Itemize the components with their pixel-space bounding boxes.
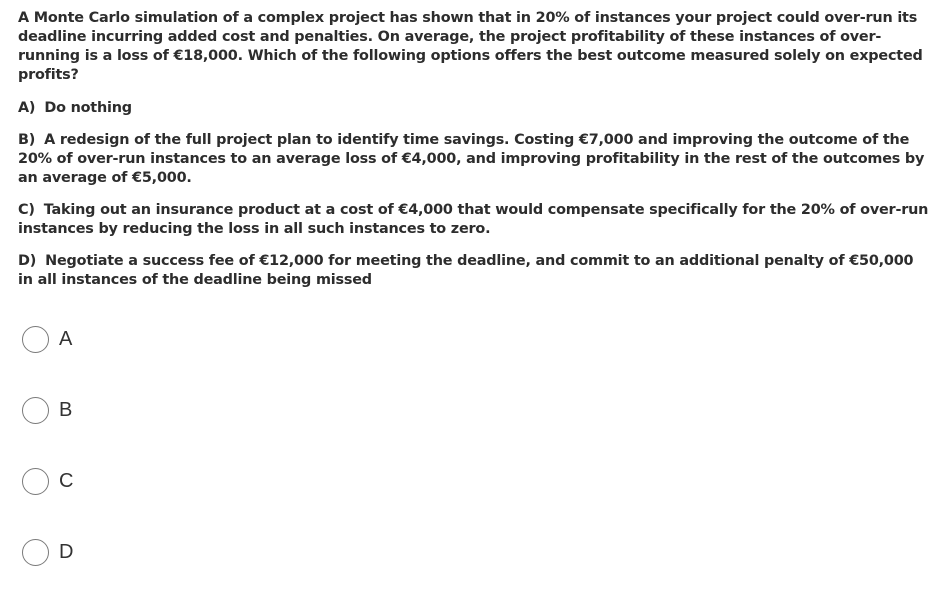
radio-button-a[interactable]: [22, 326, 49, 353]
radio-button-d[interactable]: [22, 539, 49, 566]
option-letter: C): [18, 202, 35, 218]
answer-choices: [22, 322, 73, 606]
option-letter: D): [18, 253, 37, 269]
answer-label-b[interactable]: B: [59, 398, 73, 421]
answer-label-a[interactable]: A: [59, 327, 73, 350]
option-body: A redesign of the full project plan to identify time savings. Costing €7,000 and improving the outcome of the 20% of over-run instances to an average loss of €4,000, and improving profitability in the rest of the outcomes by an average of €5,000.: [18, 132, 925, 186]
answer-choice-a[interactable]: [22, 322, 73, 356]
answer-choice-b[interactable]: [22, 393, 73, 427]
answer-label-c[interactable]: C: [59, 469, 74, 492]
question-stem: A Monte Carlo simulation of a complex project has shown that in 20% of instances your project could over-run its deadline incurring added cost and penalties. On average, the project profitability of these instances of over-running is a loss of €18,000. Which of the following options offers the best outcome measured solely on expected profits?: [18, 10, 923, 83]
option-body: Taking out an insurance product at a cost of €4,000 that would compensate specifically for the 20% of over-run instances by reducing the loss in all such instances to zero.: [18, 202, 929, 237]
option-body: Do nothing: [44, 100, 132, 116]
answer-choice-d[interactable]: [22, 535, 73, 569]
answer-choice-c[interactable]: [22, 464, 73, 498]
option-text-a: [18, 99, 930, 118]
answer-label-d[interactable]: D: [59, 540, 74, 563]
option-text-c: [18, 201, 930, 239]
option-letter: B): [18, 132, 36, 148]
question-block: [18, 9, 930, 303]
option-text-d: [18, 252, 930, 290]
radio-button-c[interactable]: [22, 468, 49, 495]
option-text-b: [18, 131, 930, 188]
option-letter: A): [18, 100, 36, 116]
radio-button-b[interactable]: [22, 397, 49, 424]
option-body: Negotiate a success fee of €12,000 for meeting the deadline, and commit to an additional penalty of €50,000 in all instances of the deadline being missed: [18, 253, 914, 288]
